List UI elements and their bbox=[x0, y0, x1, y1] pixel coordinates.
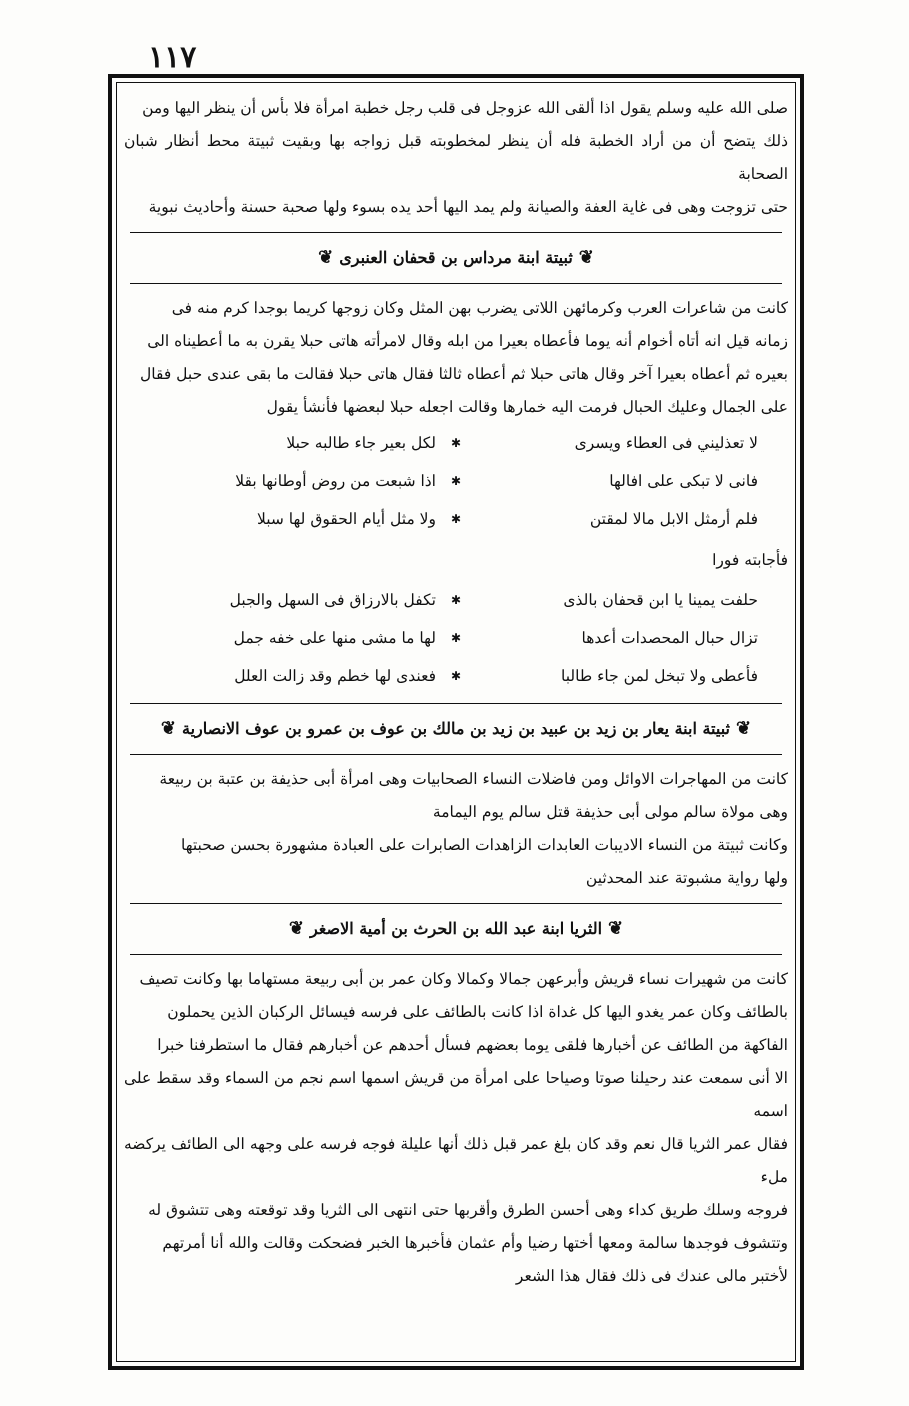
text-line: على الجمال وعليك الحبال فرمت اليه خمارها وقالت اجعله حبلا لبعضها فأنشأ يقول bbox=[266, 398, 788, 416]
ornament-icon: ❦ bbox=[608, 918, 624, 939]
text-line: وكانت ثبيتة من النساء الاديبات العابدات الزاهدات الصابرات على العبادة مشهورة بحسن صحبتها bbox=[181, 836, 788, 854]
ornament-icon: ❦ bbox=[735, 718, 752, 739]
section-body bbox=[124, 763, 788, 895]
text-line: الفاكهة من الطائف عن أخبارها فلقى يوما بعضهم فسأل أحدهم عن أخبارهم فقال ما استطرفنا خبرا bbox=[157, 1036, 788, 1054]
text-line: وتتشوف فوجدها سالمة ومعها أختها رضيا وأم عثمان فأخبرها الخبر فضحكت وقالت والله أنا أمرتهم bbox=[162, 1234, 788, 1252]
intro-paragraph bbox=[124, 92, 788, 224]
text-line: وهى مولاة سالم مولى أبى حذيفة قتل سالم يوم اليمامة bbox=[432, 803, 788, 821]
section-divider bbox=[130, 903, 782, 904]
section-body bbox=[124, 963, 788, 1293]
poem-verse bbox=[154, 424, 758, 462]
verse-separator-icon: ✱ bbox=[450, 474, 462, 488]
poem-verse bbox=[154, 462, 758, 500]
section-divider bbox=[130, 232, 782, 233]
text-line: ولها رواية مشبوتة عند المحدثين bbox=[585, 869, 788, 887]
section-divider bbox=[130, 954, 782, 955]
verse-hemistich: لها ما مشى منها على خفه جمل bbox=[233, 629, 436, 647]
text-line: ذلك يتضح أن من أراد الخطبة فله أن ينظر لمخطوبته قبل زواجه بها وبقيت ثبيتة محط أنظار شبان الصحابة bbox=[124, 132, 788, 183]
section-divider bbox=[130, 283, 782, 284]
verse-hemistich: تزال حبال المحصدات أعدها bbox=[581, 629, 758, 647]
verse-hemistich: حلفت يمينا يا ابن قحفان بالذى bbox=[563, 591, 758, 609]
section-heading bbox=[124, 241, 788, 275]
verse-hemistich: فعندى لها خطم وقد زالت العلل bbox=[234, 667, 436, 685]
ornament-icon: ❦ bbox=[578, 247, 594, 268]
section-divider bbox=[130, 703, 782, 704]
verse-hemistich: اذا شبعت من روض أوطانها بقلا bbox=[235, 472, 436, 490]
text-line: كانت من شهيرات نساء قريش وأبرعهن جمالا وكمالا وكان عمر بن أبى ربيعة مستهاما بها وكانت تصيف bbox=[139, 970, 788, 988]
text-line: فقال عمر الثريا قال نعم وقد كان بلغ عمر قبل ذلك أنها عليلة فوجه فرسه على وجهه الى الطائف يركضه ملء bbox=[124, 1135, 788, 1186]
text-line: كانت من شاعرات العرب وكرمائهن اللاتى يضرب بهن المثل وكان زوجها كريما بوجدا كرم منه فى bbox=[171, 299, 788, 317]
ornament-icon: ❦ bbox=[318, 247, 334, 268]
section-title: ثبيتة ابنة مرداس بن قحفان العنبرى bbox=[339, 248, 573, 267]
poem-verse bbox=[154, 657, 758, 695]
section-title: ثبيتة ابنة يعار بن زيد بن عبيد بن زيد بن مالك بن عوف بن عمرو بن عوف الانصارية bbox=[182, 719, 730, 738]
verse-hemistich: لكل بعير جاء طالبه حبلا bbox=[286, 434, 436, 452]
page-content bbox=[124, 92, 788, 1293]
verse-hemistich: فأعطى ولا تبخل لمن جاء طالبا bbox=[561, 667, 758, 685]
section-heading bbox=[124, 712, 788, 746]
ornament-icon: ❦ bbox=[160, 718, 177, 739]
page-number: ١١٧ bbox=[148, 40, 197, 75]
verse-separator-icon: ✱ bbox=[450, 631, 462, 645]
section-body bbox=[124, 292, 788, 695]
verse-hemistich: فانى لا تبكى على افالها bbox=[609, 472, 758, 490]
section-divider bbox=[130, 754, 782, 755]
text-line: لأختبر مالى عندك فى ذلك فقال هذا الشعر bbox=[515, 1267, 788, 1285]
section-title: الثريا ابنة عبد الله بن الحرث بن أمية الاصغر bbox=[309, 919, 603, 938]
verse-separator-icon: ✱ bbox=[450, 593, 462, 607]
ornament-icon: ❦ bbox=[288, 918, 304, 939]
text-line: فروجه وسلك طريق كداء وهى أحسن الطرق وأقربها حتى انتهى الى الثريا وقد توقعته وهى تتشوق له bbox=[148, 1201, 788, 1219]
verse-hemistich: فلم أرمثل الابل مالا لمقتن bbox=[589, 510, 758, 528]
verse-hemistich: لا تعذليني فى العطاء ويسرى bbox=[574, 434, 758, 452]
section-heading bbox=[124, 912, 788, 946]
text-line: زمانه قيل انه أتاه أخوام أنه يوما فأعطاه بعيرا من ابله وقال لامرأته هاتى حبلا يقرن به ما أعطيناه الى bbox=[147, 332, 788, 350]
verse-separator-icon: ✱ bbox=[450, 512, 462, 526]
poem-verse bbox=[154, 619, 758, 657]
text-line: الا أنى سمعت عند رحيلنا صوتا وصياحا على امرأة من قريش اسمها اسم نجم من السماء وقد سقط على اسمه bbox=[124, 1069, 788, 1120]
verse-separator-icon: ✱ bbox=[450, 669, 462, 683]
verse-separator-icon: ✱ bbox=[450, 436, 462, 450]
text-line: بعيره ثم أعطاه بعيرا آخر وقال هاتى حبلا ثم أعطاه ثالثا فقال هاتى حبلا فقالت ما بقى عندى حبل فقال bbox=[140, 365, 788, 383]
poem-verse bbox=[154, 581, 758, 619]
text-line: حتى تزوجت وهى فى غاية العفة والصيانة ولم يمد اليها أحد يده بسوء ولها صحبة حسنة وأحاديث نبوية bbox=[148, 198, 788, 216]
text-line: كانت من المهاجرات الاوائل ومن فاضلات النساء الصحابيات وهى امرأة أبى حذيفة بن عتبة بن ربيعة bbox=[159, 770, 788, 788]
text-line: بالطائف وكان عمر يغدو اليها كل غداة اذا كانت بالطائف على فرسه فيسائل الركبان الذين يحملون bbox=[167, 1003, 788, 1021]
verse-hemistich: تكفل بالارزاق فى السهل والجبل bbox=[229, 591, 436, 609]
text-line: صلى الله عليه وسلم يقول اذا ألقى الله عزوجل فى قلب رجل خطبة امرأة فلا بأس أن ينظر اليها ومن bbox=[142, 99, 788, 117]
poem-verse bbox=[154, 500, 758, 538]
verse-hemistich: ولا مثل أيام الحقوق لها سبلا bbox=[256, 510, 436, 528]
text-line: فأجابته فورا bbox=[712, 551, 788, 569]
